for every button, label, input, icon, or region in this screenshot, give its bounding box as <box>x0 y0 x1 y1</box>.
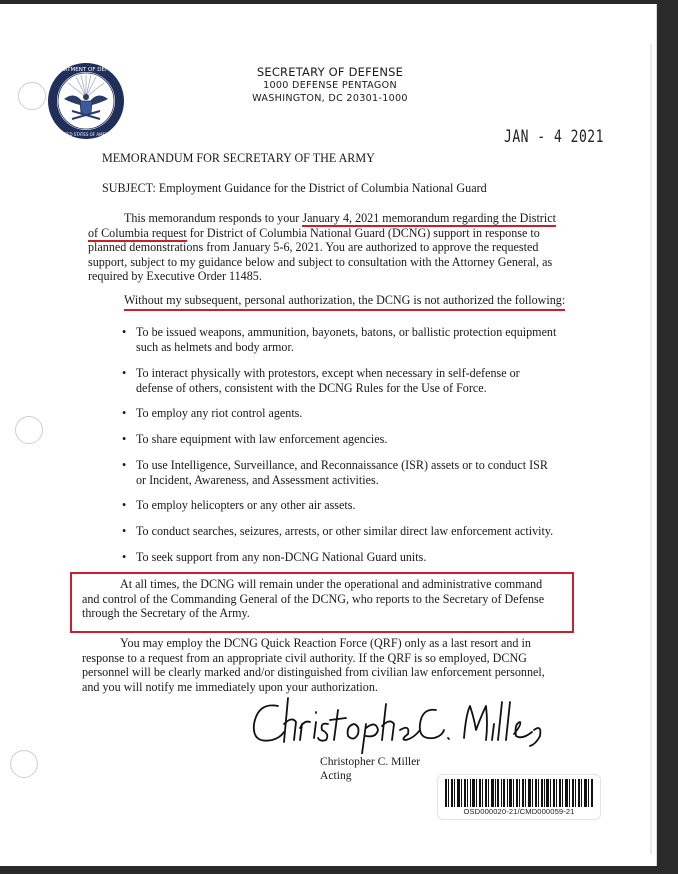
bullet-icon: • <box>122 498 127 512</box>
bullet-text: To employ helicopters or any other air assets. <box>136 498 356 512</box>
bullet-icon: • <box>122 366 127 380</box>
highlighted-restriction-header: Without my subsequent, personal authorization, the DCNG is not authorized the following: <box>124 293 565 311</box>
command-line: and control of the Commanding General of the DCNG, who reports to the Secretary of Defense <box>82 591 545 606</box>
qrf-line: personnel will be clearly marked and/or distinguished from civilian law enforcement personnel, <box>82 665 545 680</box>
intro-line-3: planned demonstrations from January 5-6, 2021. You are authorized to approve the requested <box>88 240 539 255</box>
hole-punch-middle-icon <box>15 416 43 444</box>
page-edge-shadow <box>650 44 652 854</box>
department-of-defense-seal-icon <box>46 61 126 141</box>
bullet-icon: • <box>122 458 127 472</box>
qrf-line: and you will notify me immediately upon your authorization. <box>82 679 378 694</box>
intro-text: This memorandum responds to your <box>124 211 303 225</box>
qrf-paragraph <box>82 636 545 694</box>
highlighted-reference-part-2: of Columbia request <box>88 225 187 240</box>
memo-addressee: MEMORANDUM FOR SECRETARY OF THE ARMY <box>102 151 375 165</box>
hole-punch-bottom-icon <box>10 750 38 778</box>
bullet-text: To employ any riot control agents. <box>136 406 303 420</box>
bullet-text: such as helmets and body armor. <box>136 339 294 354</box>
qrf-line: You may employ the DCNG Quick Reaction Force (QRF) only as a last resort and in <box>120 636 531 650</box>
barcode-number: OSD000020-21/CMD000059-21 <box>463 807 575 816</box>
letterhead-street: 1000 DEFENSE PENTAGON <box>263 80 397 91</box>
viewer-bottom-border <box>0 866 678 874</box>
bullet-text: To use Intelligence, Surveillance, and Reconnaissance (ISR) assets or to conduct ISR <box>136 458 548 472</box>
command-line: through the Secretary of the Army. <box>82 606 250 621</box>
memo-page <box>0 4 657 866</box>
memo-subject: SUBJECT: Employment Guidance for the District of Columbia National Guard <box>102 181 487 195</box>
bullet-icon: • <box>122 325 127 339</box>
handwritten-signature-icon <box>250 694 570 754</box>
letterhead <box>200 66 460 105</box>
signatory-name: Christopher C. Miller <box>320 755 421 768</box>
date-stamp: JAN - 4 2021 <box>504 127 604 148</box>
intro-line-5: required by Executive Order 11485. <box>88 269 262 284</box>
bullet-icon: • <box>122 550 127 564</box>
intro-line-2 <box>88 226 556 241</box>
bullet-text: To seek support from any non-DCNG National Guard units. <box>136 550 427 564</box>
letterhead-office: SECRETARY OF DEFENSE <box>256 65 404 79</box>
bullet-icon: • <box>122 432 127 446</box>
seal-text-bottom: UNITED STATES OF AMERICA <box>57 132 115 137</box>
qrf-line: response to a request from an appropriate civil authority. If the QRF is so employed, DCNG <box>82 650 527 665</box>
signatory-title: Acting <box>320 769 352 782</box>
hole-punch-top-icon <box>18 82 46 110</box>
intro-paragraph <box>88 211 556 284</box>
highlighted-reference-part-1: January 4, 2021 memorandum regarding the District <box>302 211 556 225</box>
signatory-block <box>320 755 420 783</box>
bullet-text: To be issued weapons, ammunition, bayonets, batons, or ballistic protection equipment <box>136 325 557 339</box>
bullet-text: or Incident, Awareness, and Assessment activities. <box>136 472 379 487</box>
intro-text: for District of Columbia National Guard (DCNG) support in response to <box>186 225 540 240</box>
bullet-text: defense of others, consistent with the DCNG Rules for the Use of Force. <box>136 380 487 395</box>
command-paragraph <box>82 577 544 621</box>
letterhead-city: WASHINGTON, DC 20301-1000 <box>252 93 408 104</box>
intro-line-4: support, subject to my guidance below and subject to consultation with the Attorney General, as <box>88 254 553 269</box>
bullet-icon: • <box>122 524 127 538</box>
restriction-header <box>124 293 565 308</box>
bullet-text: To interact physically with protestors, except when necessary in self-defense or <box>136 366 520 380</box>
bullet-text: To share equipment with law enforcement agencies. <box>136 432 388 446</box>
bullet-text: To conduct searches, seizures, arrests, or other similar direct law enforcement activity. <box>136 524 554 538</box>
command-line: At all times, the DCNG will remain under the operational and administrative command <box>120 577 543 591</box>
bullet-icon: • <box>122 406 127 420</box>
intro-line-1 <box>88 211 556 226</box>
barcode-icon <box>445 779 593 807</box>
seal-text-top: DEPARTMENT OF DEFENSE <box>49 67 123 73</box>
barcode-label <box>437 774 601 820</box>
